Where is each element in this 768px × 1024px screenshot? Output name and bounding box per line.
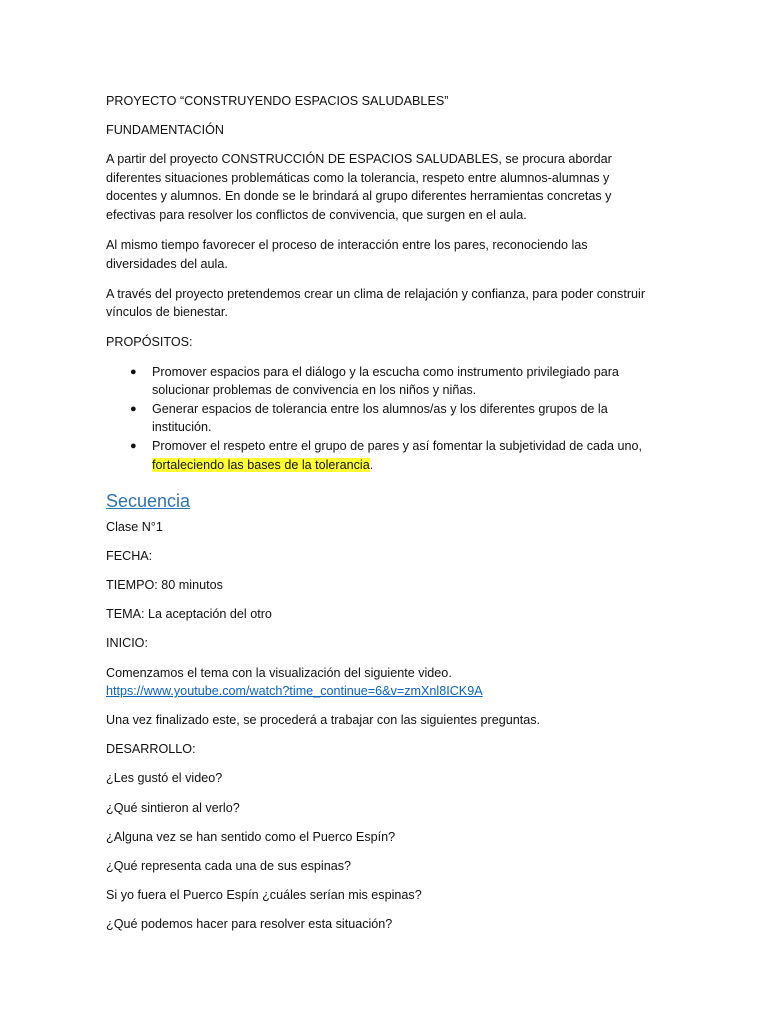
bullet-icon: ● — [130, 365, 137, 378]
after-video-text: Una vez finalizado este, se procederá a trabajar con las siguientes preguntas. — [106, 713, 541, 728]
purpose-3-end: . — [369, 457, 374, 472]
fecha-label: FECHA: — [106, 549, 153, 564]
question-4: ¿Qué representa cada una de sus espinas? — [106, 858, 352, 873]
fundamentacion-label: FUNDAMENTACIÓN — [106, 123, 225, 138]
desarrollo-label: DESARROLLO: — [106, 742, 196, 757]
inicio-text: Comenzamos el tema con la visualización del siguiente video. — [106, 665, 452, 680]
bullet-icon: ● — [130, 402, 137, 415]
list-item — [130, 437, 658, 474]
inicio-label: INICIO: — [106, 636, 148, 651]
list-item — [130, 363, 658, 400]
project-title: PROYECTO “CONSTRUYENDO ESPACIOS SALUDABLES” — [106, 94, 449, 108]
list-item — [130, 400, 658, 437]
purpose-3-text: Promover el respeto entre el grupo de pares y así fomentar la subjetividad de cada uno, — [152, 438, 643, 453]
question-1: ¿Les gustó el video? — [106, 771, 223, 786]
tema-label: TEMA: La aceptación del otro — [106, 607, 272, 622]
question-6: ¿Qué podemos hacer para resolver esta situación? — [106, 916, 393, 931]
bullet-icon: ● — [130, 439, 137, 452]
purposes-list — [106, 363, 658, 475]
tiempo-label: TIEMPO: 80 minutos — [106, 578, 223, 593]
purpose-1-text: Promover espacios para el diálogo y la escucha como instrumento privilegiado para solucionar problemas de convivencia en los niños y niñas. — [152, 364, 619, 398]
paragraph-3: A través del proyecto pretendemos crear un clima de relajación y confianza, para poder construir vínculos de bienestar. — [106, 286, 646, 320]
question-2: ¿Qué sintieron al verlo? — [106, 800, 240, 815]
clase-label: Clase N°1 — [106, 520, 163, 535]
highlighted-text: fortaleciendo las bases de la tolerancia — [152, 457, 370, 472]
question-5: Si yo fuera el Puerco Espín ¿cuáles serían mis espinas? — [106, 887, 422, 902]
paragraph-2: Al mismo tiempo favorecer el proceso de interacción entre los pares, reconociendo las diversidades del aula. — [106, 238, 588, 271]
video-link[interactable]: https://www.youtube.com/watch?time_continue=6&v=zmXnl8ICK9A — [106, 684, 483, 699]
purpose-2-text: Generar espacios de tolerancia entre los alumnos/as y los diferentes grupos de la institución. — [152, 401, 608, 435]
propositos-label: PROPÓSITOS: — [106, 335, 193, 350]
secuencia-heading: Secuencia — [106, 491, 191, 512]
question-3: ¿Alguna vez se han sentido como el Puerco Espín? — [106, 829, 396, 844]
paragraph-1: A partir del proyecto CONSTRUCCIÓN DE ESPACIOS SALUDABLES, se procura abordar diferentes situaciones problemáticas como la tolerancia, respeto entre alumnos-alumnas y docentes y alumnos. En donde se le brindará al grupo diferentes herramientas concretas y efectivas para resolver los conflictos de convivencia, que surgen en el aula. — [106, 152, 612, 222]
